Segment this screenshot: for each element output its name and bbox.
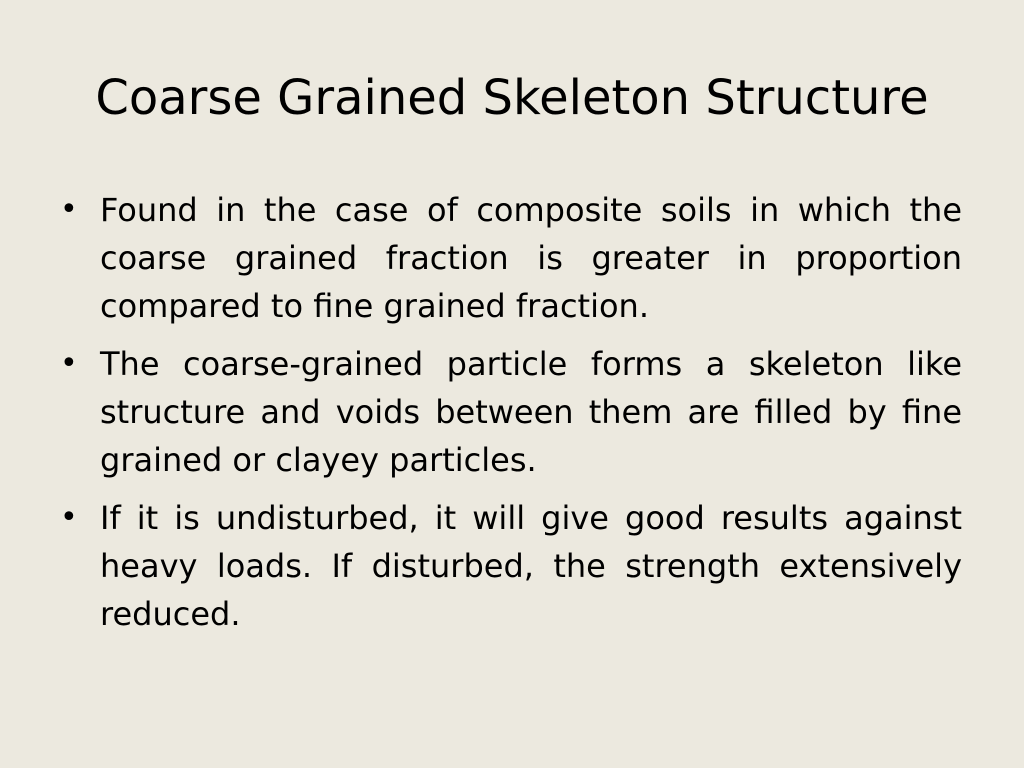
bullet-point-icon: • — [60, 500, 78, 535]
bullet-item — [60, 340, 962, 484]
bullet-item — [60, 186, 962, 330]
bullet-list — [60, 186, 962, 648]
bullet-text: If it is undisturbed, it will give good results against heavy loads. If disturbed, the strength extensively reduced. — [100, 499, 962, 633]
slide-title: Coarse Grained Skeleton Structure — [95, 70, 929, 126]
bullet-point-icon: • — [60, 192, 78, 227]
bullet-text: Found in the case of composite soils in which the coarse grained fraction is greater in proportion compared to fine grained fraction. — [100, 191, 962, 325]
bullet-item — [60, 494, 962, 638]
bullet-text: The coarse-grained particle forms a skeleton like structure and voids between them are filled by fine grained or clayey particles. — [100, 345, 962, 479]
bullet-point-icon: • — [60, 346, 78, 381]
